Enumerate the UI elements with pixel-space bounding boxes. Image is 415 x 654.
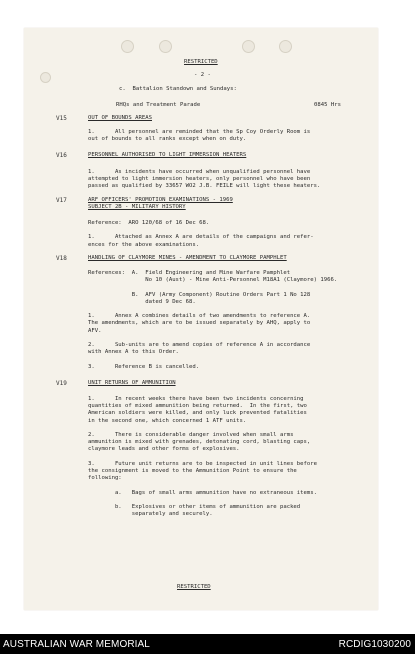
section-code: V18 (56, 255, 67, 262)
section-body: Reference: ARO 120/68 of 16 Dec 68. 1. Attached as Annex A are details of the campaigns and refer- ences for the above examinations. (88, 220, 314, 248)
section-code: V16 (56, 152, 67, 159)
section-code: V15 (56, 115, 67, 122)
punch-hole (279, 40, 292, 53)
punch-hole (40, 72, 51, 83)
section-code: V17 (56, 197, 67, 204)
section-title: UNIT RETURNS OF AMMUNITION (88, 380, 176, 386)
section-body: References: A. Field Engineering and Mine Warfare Pamphlet No 10 (Aust) - Mine Anti-Personnel M18A1 (Claymore) 1966. B. AFV (Army Component) Routine Orders Part 1 No 128 dated 9 Dec 68. 1. Annex A combines details of two amendments to reference A. The amendments, which are to be issued separately by AHQ, apply to AFV. 2. Sub-units are to amend copies of reference A in accordance with Annex A to this Order. 3. Reference B is cancelled. (88, 270, 338, 370)
section-body: 1. As incidents have occurred when unqualified personnel have attempted to light immersion heaters, only personnel who have been passed as qualified by 33657 WO2 J.B. FEILE will light these heaters. (88, 169, 321, 190)
document-page (24, 28, 378, 610)
section-title: PERSONNEL AUTHORISED TO LIGHT IMMERSION HEATERS (88, 152, 247, 158)
archive-footer (0, 634, 415, 654)
battalion-parade: RHQs and Treatment Parade (116, 102, 201, 108)
page-marker: - 2 - (194, 72, 211, 78)
section-title: HANDLING OF CLAYMORE MINES - AMENDMENT TO CLAYMORE PAMPHLET (88, 255, 287, 261)
archive-source: AUSTRALIAN WAR MEMORIAL (3, 639, 150, 650)
classification-top: RESTRICTED (184, 59, 218, 65)
punch-hole (159, 40, 172, 53)
punch-hole (242, 40, 255, 53)
section-title: ARF OFFICERS' PROMOTION EXAMINATIONS - 1969 SUBJECT 2B - MILITARY HISTORY (88, 197, 233, 211)
section-body: 1. All personnel are reminded that the Sp Coy Orderly Room is out of bounds to all ranks except when on duty. (88, 129, 311, 143)
section-title: OUT OF BOUNDS AREAS (88, 115, 152, 121)
battalion-time: 0845 Hrs (314, 102, 341, 108)
punch-hole (121, 40, 134, 53)
section-code: V19 (56, 380, 67, 387)
section-body: 1. In recent weeks there have been two incidents concerning quantities of mixed ammunition being returned. In the first, two American soldiers were killed, and only luck prevented fatalities in the second one, which concerned 1 ATF units. 2. There is considerable danger involved when small arms ammunition is mixed with grenades, detonating cord, blasting caps, claymore leads and other forms of explosives. 3. Future unit returns are to be inspected in unit lines before the consignment is moved to the Ammunition Point to ensure the following: a. Bags of small arms ammunition have no extraneous items. b. Explosives or other items of ammunition are packed separately and securely. (88, 396, 318, 518)
classification-bottom: RESTRICTED (177, 584, 211, 590)
archive-id: RCDIG1030200 (338, 639, 411, 650)
battalion-heading: c. Battalion Standown and Sundays: (119, 86, 237, 92)
